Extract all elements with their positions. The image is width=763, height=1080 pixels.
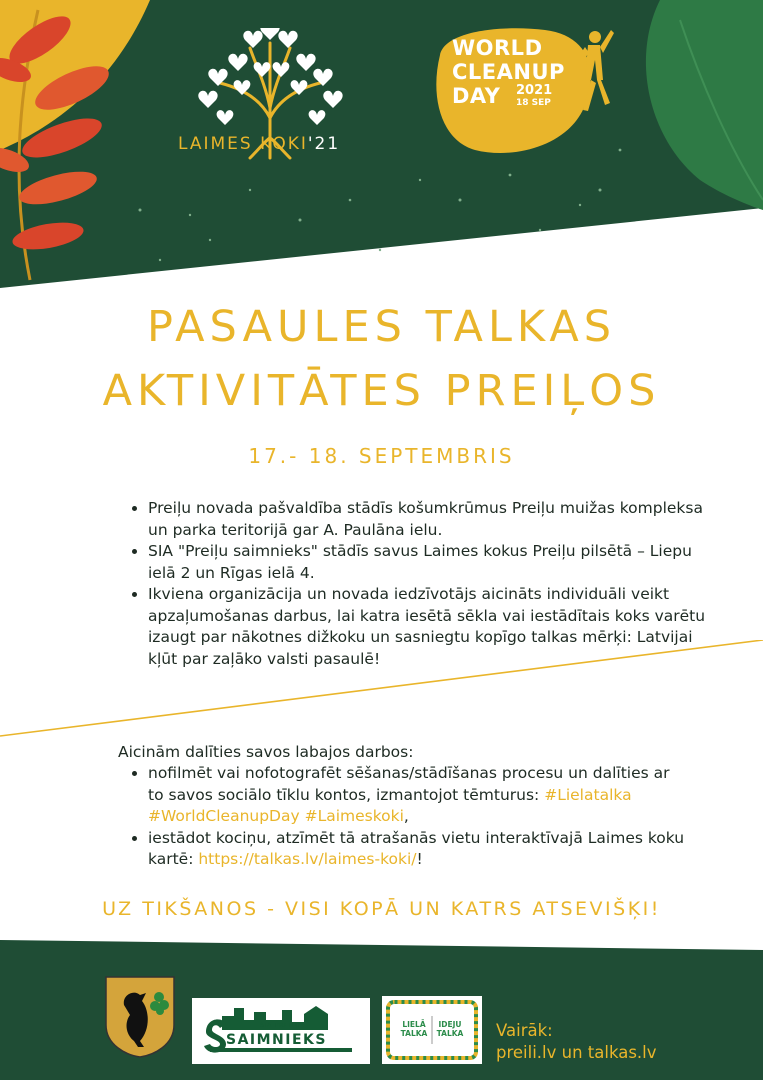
share-item-1-end: , xyxy=(403,807,409,825)
closing-slogan: UZ TIKŠANOS - VISI KOPĀ UN KATRS ATSEVIŠĶI! xyxy=(102,898,661,920)
list-item xyxy=(148,828,688,871)
page-title-line-2: AKTIVITĀTES PREIĻOS xyxy=(102,366,661,416)
liela-talka-left-1: LIELĀ xyxy=(402,1020,426,1029)
share-item-1-text: nofilmēt vai nofotografēt sēšanas/stādīšanas procesu un dalīties ar to savos sociālo tīklu kontos, izmantojot tēmturus: xyxy=(148,764,670,804)
liela-talka-right-2: TALKA xyxy=(436,1029,464,1038)
saimnieks-name: SAIMNIEKS xyxy=(226,1032,327,1048)
laimes-koki-name: LAIMES KOKI xyxy=(178,134,308,154)
laimes-koki-map-link[interactable]: https://talkas.lv/laimes-koki/ xyxy=(198,850,417,868)
wcd-date: 18 SEP xyxy=(516,98,551,108)
laimes-koki-logo-text xyxy=(178,134,340,154)
wcd-line-day: DAY xyxy=(452,84,501,108)
liela-talka-ring-icon xyxy=(382,996,482,1064)
liela-talka-right-1: IDEJU xyxy=(438,1020,462,1029)
wcd-year: 2021 xyxy=(516,83,553,98)
preilu-saimnieks-logo xyxy=(192,998,370,1064)
list-item: • Ikviena organizācija un novada iedzīvotājs aicināts individuāli veikt apzaļumošanas darbus, lai katra iesētā sēkla vai iestādītais koks varētu izaugt par nākotnes dižkoku un sasniegtu kopīgo talkas mērķi: Latvijai kļūt par zaļāko valsti pasaulē! xyxy=(148,584,708,670)
list-item xyxy=(148,763,688,828)
list-item: • Preiļu novada pašvaldība stādīs košumkrūmus Preiļu muižas kompleksa un parka teritorijā gar A. Paulāna ielu. xyxy=(148,498,708,541)
saimnieks-sub: SIA PREIĻU xyxy=(260,1021,301,1029)
event-dates: 17.- 18. SEPTEMBRIS xyxy=(248,444,515,468)
header-background xyxy=(0,0,763,300)
preili-coat-of-arms-icon xyxy=(104,975,176,1059)
liela-talka-left xyxy=(398,1020,430,1038)
wcd-line-cleanup: CLEANUP xyxy=(452,60,565,84)
more-sites[interactable]: preili.lv un talkas.lv xyxy=(496,1043,657,1062)
liela-talka-logo xyxy=(382,996,482,1064)
laimes-koki-year: '21 xyxy=(307,134,341,154)
share-item-2-end: ! xyxy=(416,850,423,868)
page-title-line-1: PASAULES TALKAS xyxy=(146,302,617,352)
share-item-2-text: iestādot kociņu, atzīmēt tā atrašanās vietu interaktīvajā Laimes koku kartē: xyxy=(148,828,685,868)
share-list xyxy=(126,763,688,871)
hashtags: #Lielatalka #WorldCleanupDay #Laimeskoki xyxy=(148,785,632,825)
saimnieks-skyline-icon xyxy=(192,998,370,1064)
liela-talka-right xyxy=(434,1020,466,1038)
share-intro: Aicinām dalīties savos labajos darbos: xyxy=(118,743,414,761)
wcd-line-world: WORLD xyxy=(452,36,543,60)
more-label: Vairāk: xyxy=(496,1021,553,1040)
liela-talka-left-2: TALKA xyxy=(400,1029,428,1038)
list-item: • SIA "Preiļu saimnieks" stādīs savus Laimes kokus Preiļu pilsētā – Liepu ielā 2 un Rīgas ielā 4. xyxy=(148,541,708,584)
more-info xyxy=(496,1020,657,1064)
